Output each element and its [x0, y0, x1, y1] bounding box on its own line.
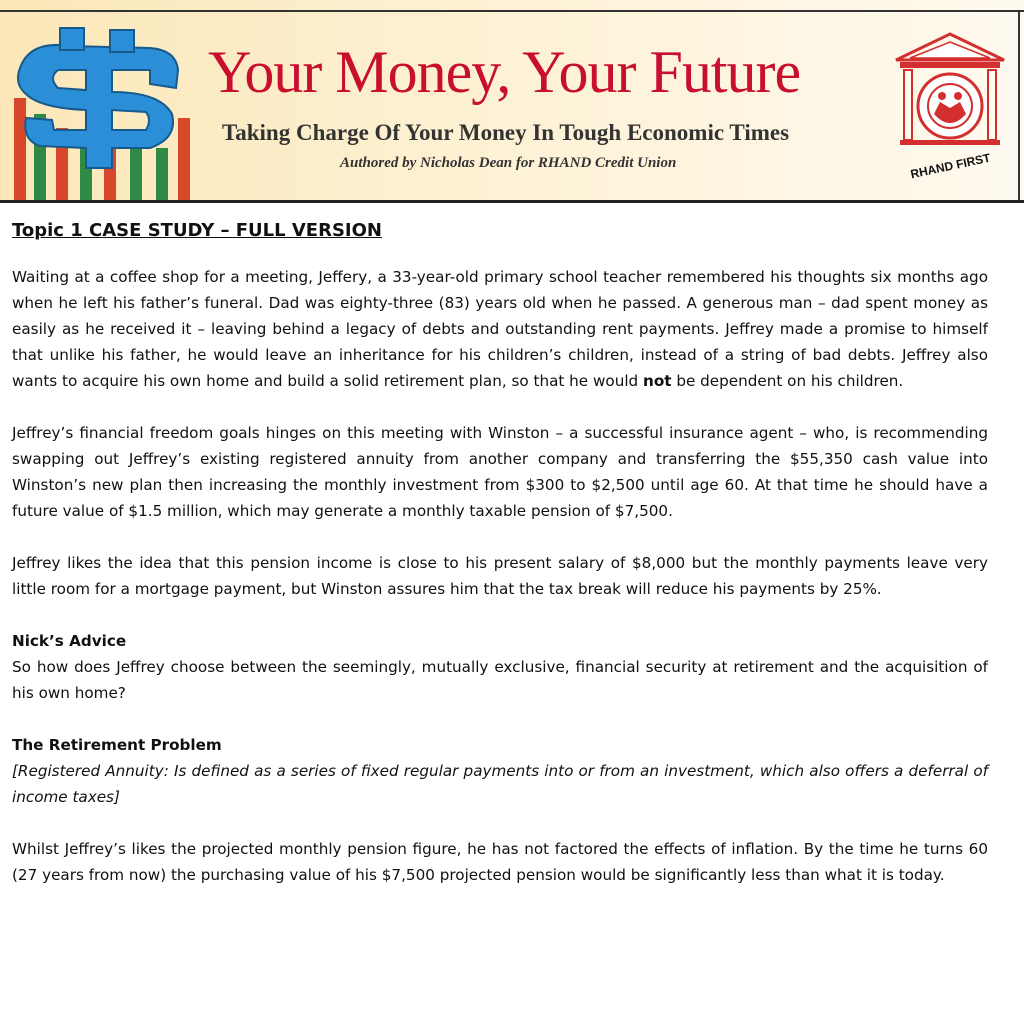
banner-subtitle: Taking Charge Of Your Money In Tough Economic Times	[222, 120, 790, 145]
header-banner	[0, 0, 1024, 203]
pension-paragraph: Jeffrey likes the idea that this pension income is close to his present salary of $8,000 but the monthly payments leave very little room for a mortgage payment, but Winston assures him that the tax break will reduce his payments by 25%.	[12, 554, 988, 598]
inflation-paragraph: Whilst Jeffrey’s likes the projected monthly pension figure, he has not factored the effects of inflation. By the time he turns 60 (27 years from now) the purchasing value of his $7,500 projected pension would be significantly less than what it is today.	[12, 840, 988, 884]
winston-paragraph: Jeffrey’s financial freedom goals hinges on this meeting with Winston – a successful insurance agent – who, is recommending swapping out Jeffrey’s existing registered annuity from another company and transferring the $55,350 cash value into Winston’s new plan then increasing the monthly investment from $300 to $2,500 until age 60. At that time he should have a future value of $1.5 million, which may generate a monthly taxable pension of $7,500.	[12, 424, 988, 520]
advice-paragraph: So how does Jeffrey choose between the seemingly, mutually exclusive, financial security at retirement and the acquisition of his own home?	[12, 658, 988, 702]
advice-heading: Nick’s Advice	[12, 632, 127, 650]
banner-top-rule	[0, 10, 1024, 12]
article-body	[12, 214, 988, 914]
intro-text-end: be dependent on his children.	[671, 372, 904, 390]
rhand-first-logo	[890, 32, 1010, 182]
svg-text:RHAND FIRST: RHAND FIRST	[909, 150, 992, 182]
intro-text: Waiting at a coffee shop for a meeting, Jeffery, a 33-year-old primary school teacher remembered his thoughts six months ago when he left his father’s funeral. Dad was eighty-three (83) years old when he passed. A generous man – dad spent money as easily as he received it – leaving behind a legacy of debts and outstanding rent payments. Jeffrey made a promise to himself that unlike his father, he would leave an inheritance for his children’s children, instead of a string of bad debts. Jeffrey also wants to acquire his own home and build a solid retirement plan, so that he would	[12, 268, 988, 390]
dollar-bar-chart-icon	[0, 18, 200, 200]
banner-byline: Authored by Nicholas Dean for RHAND Credit Union	[340, 155, 677, 171]
case-study-heading: Topic 1 CASE STUDY – FULL VERSION	[12, 220, 382, 241]
intro-emphasis: not	[643, 372, 672, 390]
banner-right-rule	[1018, 10, 1020, 200]
intro-paragraph	[12, 264, 988, 394]
retirement-problem-heading: The Retirement Problem	[12, 736, 222, 754]
annuity-definition: [Registered Annuity: Is defined as a series of fixed regular payments into or from an investment, which also offers a deferral of income taxes]	[12, 762, 988, 806]
banner-title: Your Money, Your Future	[208, 39, 801, 105]
